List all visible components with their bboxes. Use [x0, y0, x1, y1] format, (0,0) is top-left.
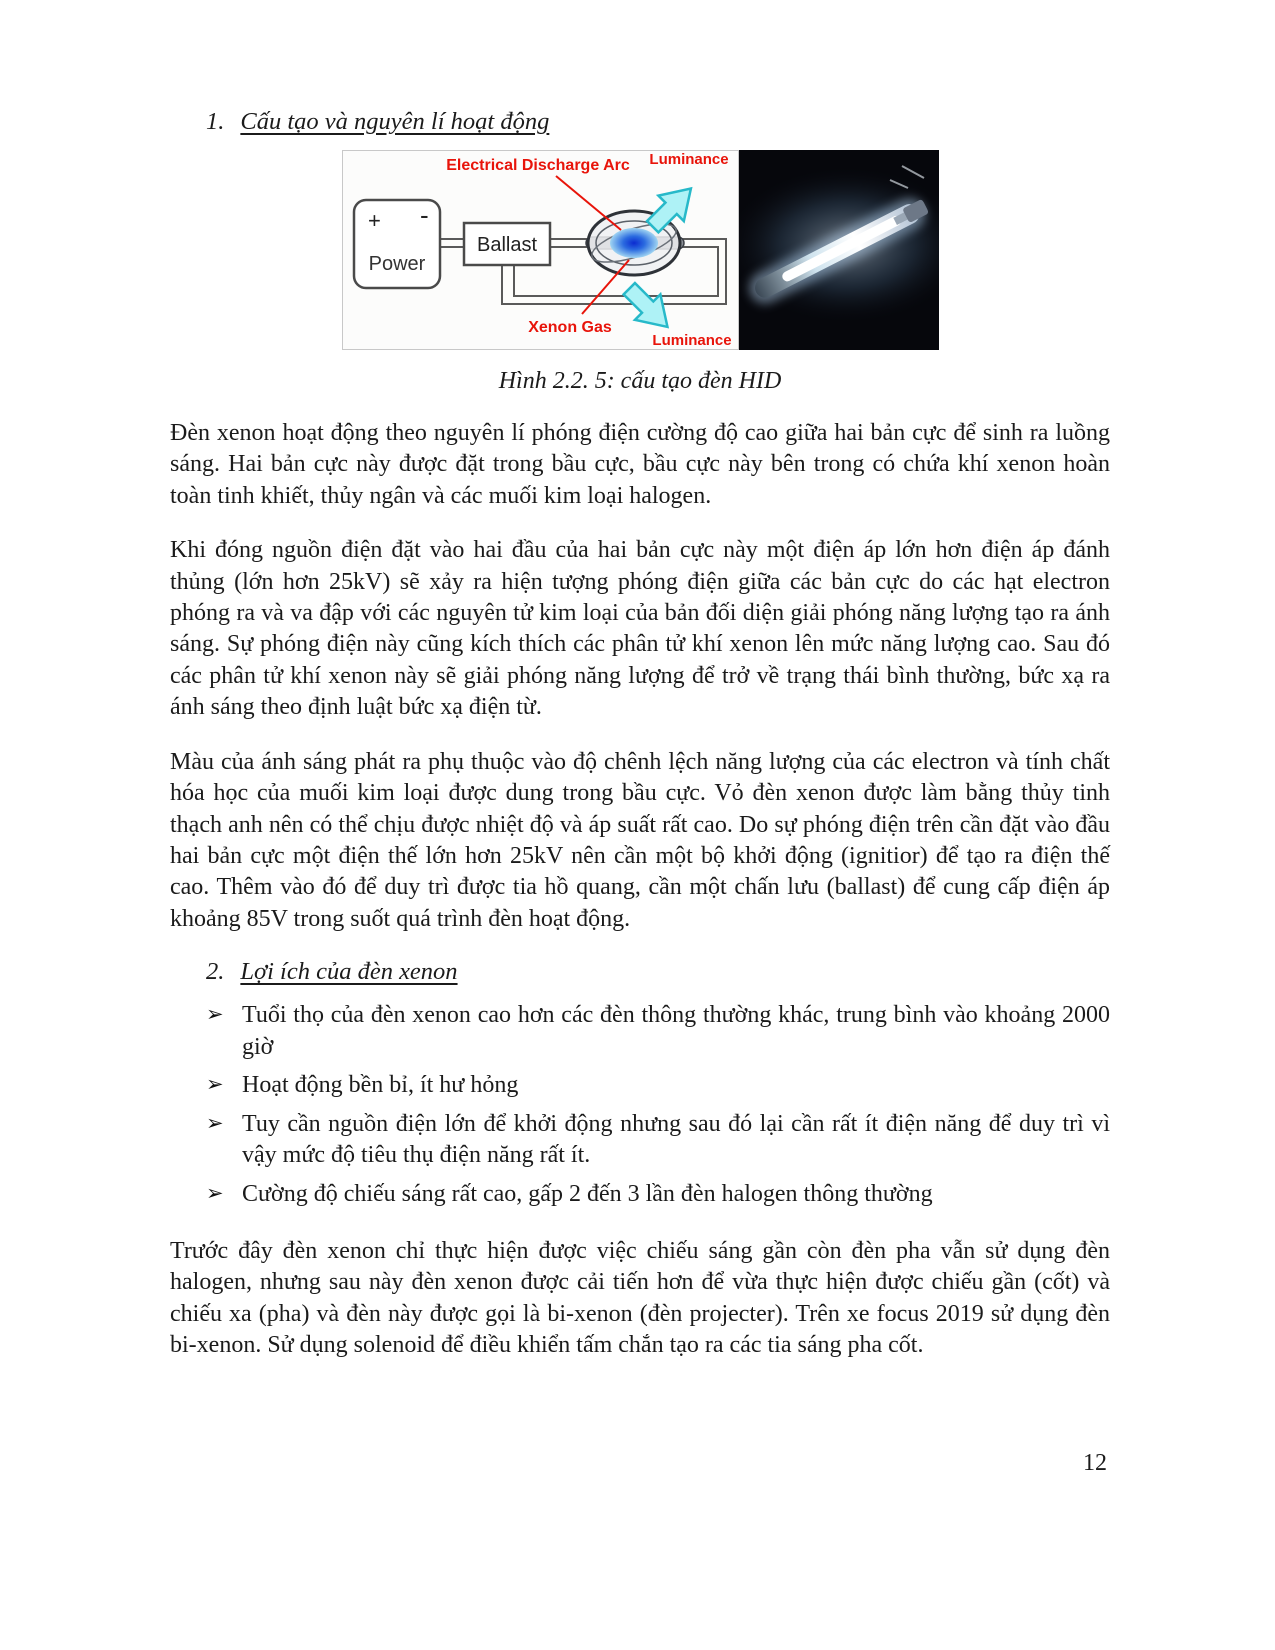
- paragraph-3: Màu của ánh sáng phát ra phụ thuộc vào độ chênh lệch năng lượng của các electron và tính chất hóa học của muối kim loại được dung trong bầu cực. Vỏ đèn xenon được làm bằng thủy tinh thạch anh nên có thể chịu được nhiệt độ và áp suất rất cao. Do sự phóng điện trên cần đặt vào đầu hai bản cực một điện thế lớn hơn 25kV nên cần một bộ khởi động (ignitior) để tạo ra điện thế cao. Thêm vào đó để duy trì được tia hồ quang, cần một chấn lưu (ballast) để cung cấp điện áp khoảng 85V trong suốt quá trình đèn hoạt động.: [170, 748, 1110, 932]
- list-item-text: Tuy cần nguồn điện lớn để khởi động nhưng sau đó lại cần rất ít điện năng để duy trì vì vậy mức độ tiêu thụ điện năng rất ít.: [242, 1110, 1110, 1169]
- section-1-heading: [206, 108, 1110, 136]
- power-minus-label: -: [419, 200, 429, 230]
- power-label: Power: [368, 253, 425, 275]
- list-item-text: Cường độ chiếu sáng rất cao, gấp 2 đến 3 lần đèn halogen thông thường: [242, 1180, 933, 1207]
- xenon-bulb-photo: [722, 150, 939, 350]
- paragraph-1: Đèn xenon hoạt động theo nguyên lí phóng điện cường độ cao giữa hai bản cực để sinh ra luồng sáng. Hai bản cực này được đặt trong bầu cực, bầu cực này bên trong có chứa khí xenon hoàn toàn tinh khiết, thủy ngân và các muối kim loại halogen.: [170, 419, 1110, 509]
- discharge-arc-core: [610, 228, 658, 258]
- list-item: [170, 1070, 1110, 1101]
- page-number: 12: [1083, 1450, 1107, 1476]
- list-item: [170, 1109, 1110, 1172]
- closing-paragraph: Trước đây đèn xenon chỉ thực hiện được việc chiếu sáng gần còn đèn pha vẫn sử dụng đèn halogen, nhưng sau này đèn xenon được cải tiến hơn để vừa thực hiện được chiếu gần (cốt) và chiếu xa (pha) và đèn này được gọi là bi-xenon (đèn projecter). Trên xe focus 2019 sử dụng đèn bi-xenon. Sử dụng solenoid để điều khiển tấm chắn tạo ra các tia sáng pha cốt.: [170, 1237, 1110, 1359]
- section-1-number: 1.: [206, 108, 225, 135]
- figure-caption: Hình 2.2. 5: cấu tạo đèn HID: [498, 368, 782, 394]
- arrow-bullet-icon: ➢: [206, 1180, 224, 1205]
- section-2-number: 2.: [206, 958, 225, 986]
- arrow-bullet-icon: ➢: [206, 1002, 224, 1027]
- list-item-text: Tuổi thọ của đèn xenon cao hơn các đèn thông thường khác, trung bình vào khoảng 2000 giờ: [242, 1002, 1110, 1060]
- list-item-text: Hoạt động bền bỉ, ít hư hỏng: [242, 1072, 519, 1099]
- list-item: [170, 1179, 1110, 1210]
- section-1-title: Cấu tạo và nguyên lí hoạt động: [240, 108, 550, 135]
- discharge-arc-label: Electrical Discharge Arc: [445, 157, 630, 174]
- power-plus-label: +: [367, 208, 381, 233]
- arrow-bullet-icon: ➢: [206, 1072, 224, 1097]
- paragraph-2: Khi đóng nguồn điện đặt vào hai đầu của hai bản cực này một điện áp lớn hơn điện áp đánh thủng (lớn hơn 25kV) sẽ xảy ra hiện tượng phóng điện giữa các bản cực do các hạt electron phóng ra và va đập với các nguyên tử kim loại của bản đối diện giải phóng năng lượng tạo ra ánh sáng. Sự phóng điện này cũng kích thích các phân tử khí xenon lên mức năng lượng cao. Sau đó các phân tử khí xenon này sẽ giải phóng năng lượng để trở về trạng thái bình thường, bức xạ ra ánh sáng theo định luật bức xạ điện từ.: [170, 537, 1110, 721]
- luminance-bottom-label: Luminance: [651, 332, 732, 349]
- hid-diagram-svg: [342, 150, 939, 350]
- ballast-label: Ballast: [476, 234, 537, 256]
- luminance-top-label: Luminance: [648, 151, 729, 168]
- section-2-title: Lợi ích của đèn xenon: [240, 958, 458, 986]
- hid-lamp-figure: [170, 150, 1110, 396]
- benefits-list: [170, 1000, 1110, 1210]
- section-2-heading: [206, 958, 1110, 986]
- arrow-bullet-icon: ➢: [206, 1110, 224, 1135]
- list-item: [170, 1000, 1110, 1063]
- hid-lamp-diagram: [342, 150, 939, 350]
- xenon-gas-label: Xenon Gas: [527, 319, 612, 336]
